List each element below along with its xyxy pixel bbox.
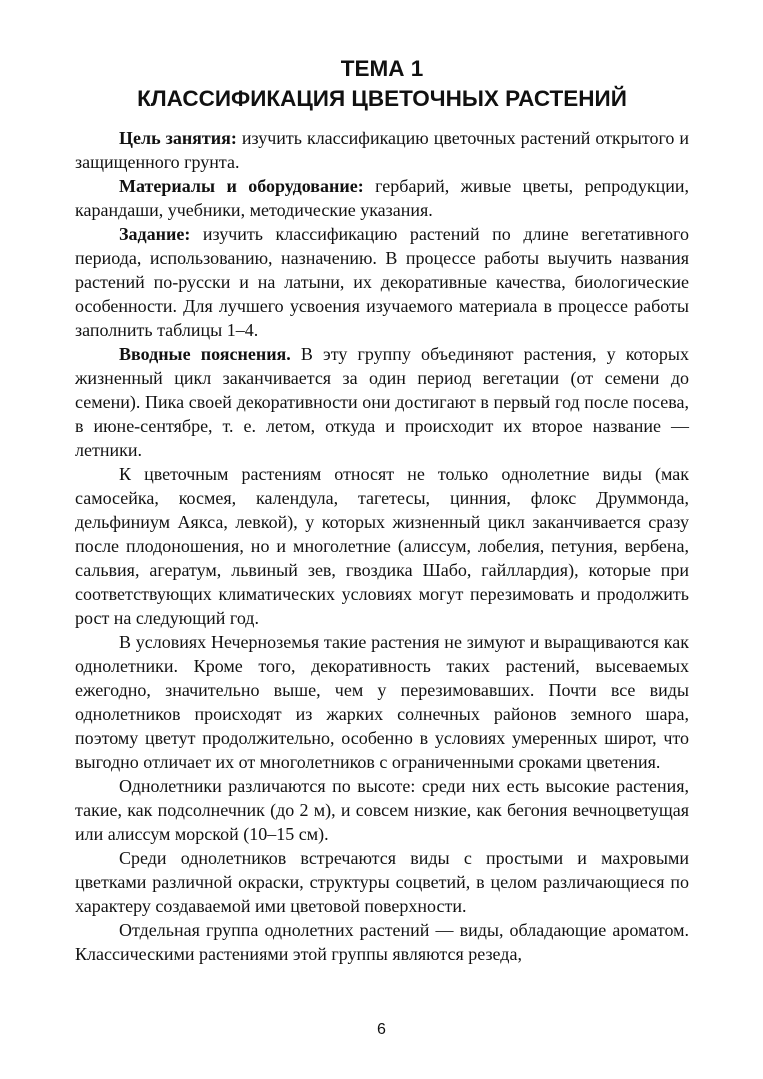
document-page bbox=[75, 54, 689, 966]
paragraph-body bbox=[75, 918, 689, 966]
paragraph-text: В условиях Нечерноземья такие растения не зимуют и выращиваются как однолетники. Кроме того, декоративность таких растений, высеваемых ежегодно, значительно выше, чем у перезимовавших. Почти все виды однолетников происходят из жарких солнечных районов земного шара, поэтому цветут продолжительно, особенно в условиях умеренных широт, что выгодно отличает их от многолетников с ограниченными сроками цветения. bbox=[75, 632, 689, 772]
paragraph-text: гербарий, живые цветы, репродукции, карандаши, учебники, методические указания. bbox=[75, 176, 689, 220]
topic-number: ТЕМА 1 bbox=[340, 56, 424, 81]
paragraph-task bbox=[75, 222, 689, 342]
paragraph-label: Задание: bbox=[119, 224, 191, 244]
paragraph-body bbox=[75, 630, 689, 774]
page-number: 6 bbox=[377, 1021, 386, 1038]
paragraph-label: Материалы и оборудование: bbox=[119, 176, 364, 196]
paragraph-text: К цветочным растениям относят не только однолетние виды (мак самосейка, космея, календула, тагетесы, цинния, флокс Друммонда, дельфиниум Аякса, левкой), у которых жизненный цикл заканчивается сразу после плодоношения, но и многолетние (алиссум, лобелия, петуния, вербена, сальвия, агератум, львиный зев, гвоздика Шабо, гайллардия), которые при соответствующих климатических условиях могут перезимовать и продолжить рост на следующий год. bbox=[75, 464, 689, 628]
paragraph-goal bbox=[75, 126, 689, 174]
topic-title: КЛАССИФИКАЦИЯ ЦВЕТОЧНЫХ РАСТЕНИЙ bbox=[137, 86, 627, 111]
paragraph-text: Однолетники различаются по высоте: среди них есть высокие растения, такие, как подсолнечник (до 2 м), и совсем низкие, как бегония вечноцветущая или алиссум морской (10–15 см). bbox=[75, 776, 689, 844]
topic-heading bbox=[75, 54, 689, 114]
paragraph-body bbox=[75, 774, 689, 846]
paragraph-label: Цель занятия: bbox=[119, 128, 237, 148]
paragraph-body bbox=[75, 462, 689, 630]
paragraph-intro bbox=[75, 342, 689, 462]
paragraph-body bbox=[75, 846, 689, 918]
paragraph-text: В эту группу объединяют растения, у которых жизненный цикл заканчивается за один период вегетации (от семени до семени). Пика своей декоративности они достигают в первый год после посева, в июне-сентябре, т. е. летом, откуда и происходит их второе название — летники. bbox=[75, 344, 690, 460]
paragraph-text: Среди однолетников встречаются виды с простыми и махровыми цветками различной окраски, структуры соцветий, в целом различающиеся по характеру создаваемой ими цветовой поверхности. bbox=[75, 848, 689, 916]
document-body bbox=[75, 126, 689, 966]
paragraph-text: Отдельная группа однолетних растений — виды, обладающие ароматом. Классическими растениями этой группы являются резеда, bbox=[75, 920, 689, 964]
paragraph-label: Вводные пояснения. bbox=[119, 344, 291, 364]
paragraph-text: изучить классификацию растений по длине вегетативного периода, использованию, назначению. В процессе работы выучить названия растений по-русски и на латыни, их декоративные качества, биологические особенности. Для лучшего усвоения изучаемого материала в процессе работы заполнить таблицы 1–4. bbox=[75, 224, 689, 340]
paragraph-materials bbox=[75, 174, 689, 222]
paragraph-text: изучить классификацию цветочных растений открытого и защищенного грунта. bbox=[75, 128, 689, 172]
